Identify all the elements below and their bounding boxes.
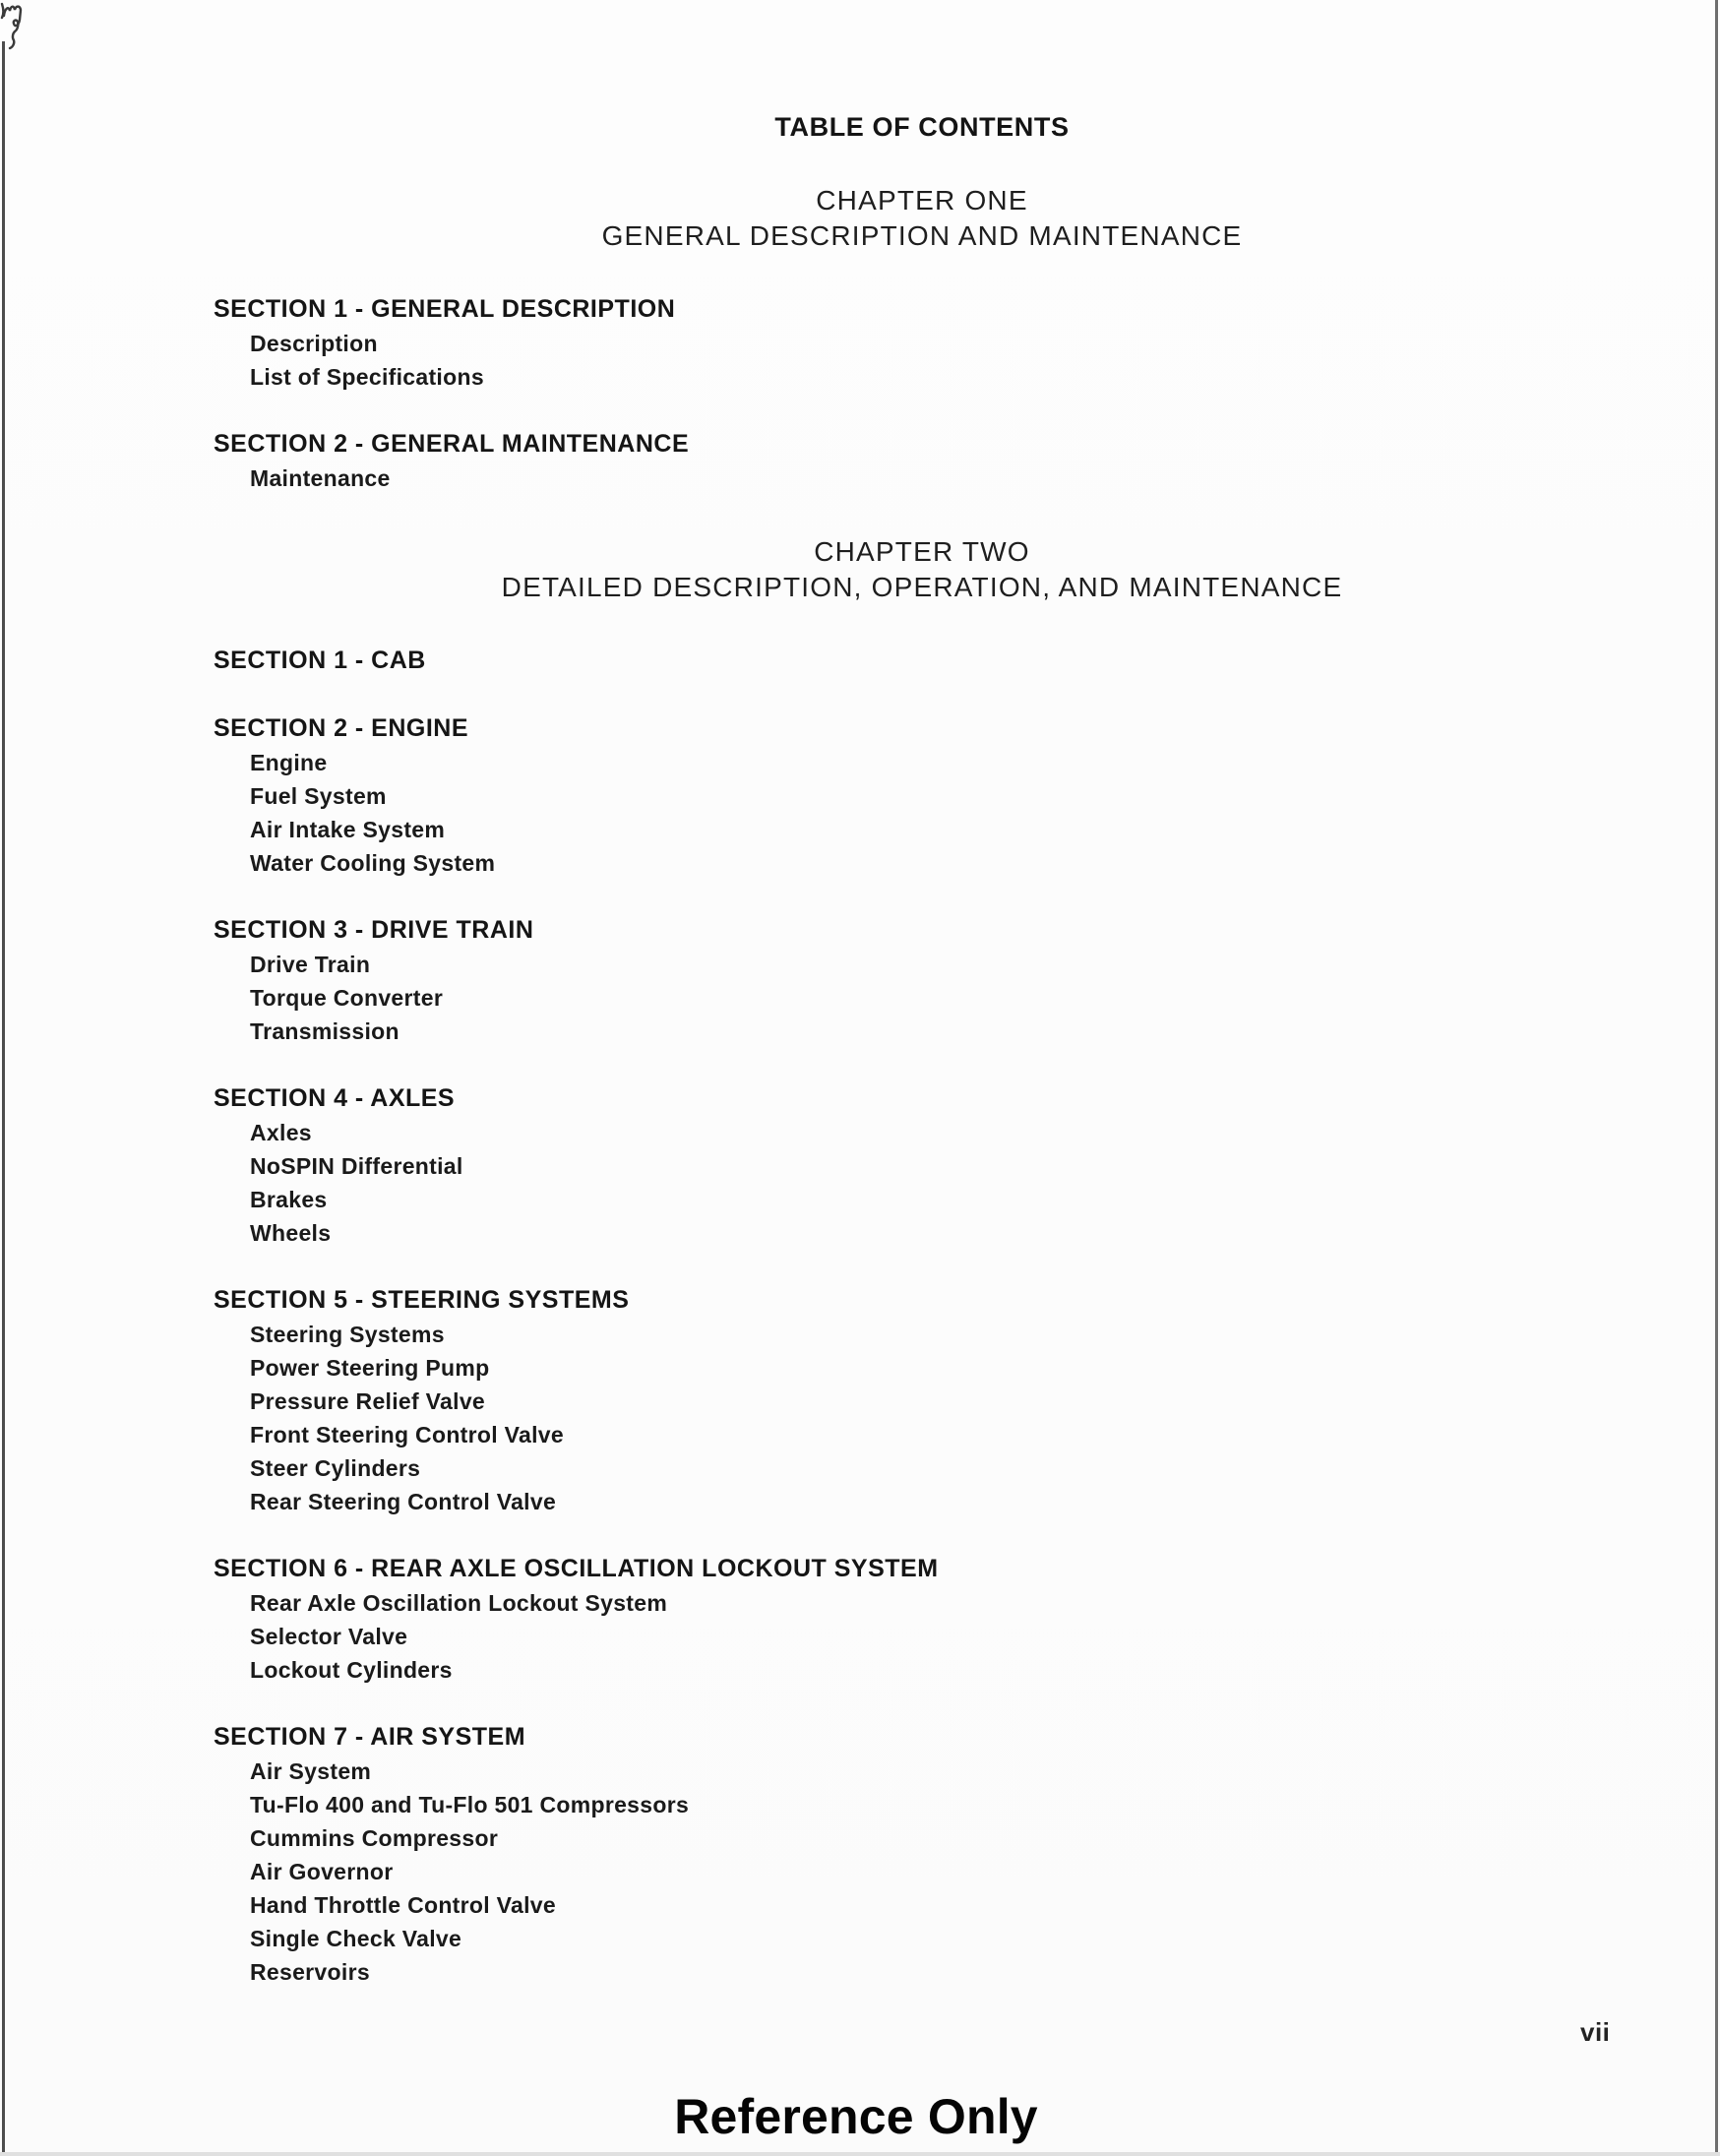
toc-entry: Hand Throttle Control Valve <box>250 1892 556 1918</box>
toc-section <box>214 1081 1630 1250</box>
toc-entry: NoSPIN Differential <box>250 1153 463 1179</box>
toc-entry: Torque Converter <box>250 985 444 1011</box>
chapter-title: CHAPTER TWO <box>814 536 1030 567</box>
toc-section <box>214 1552 1630 1687</box>
toc-entry: List of Specifications <box>250 364 484 390</box>
toc-section-title: SECTION 4 - AXLES <box>214 1084 456 1112</box>
toc-entry: Air System <box>250 1758 372 1784</box>
toc-entry: Engine <box>250 750 328 775</box>
pen-scribble-icon <box>0 0 33 51</box>
toc-entry: Water Cooling System <box>250 850 496 876</box>
reference-only-stamp: Reference Only <box>674 2089 1038 2144</box>
toc-entry: Axles <box>250 1120 312 1145</box>
toc-entry: Power Steering Pump <box>250 1355 490 1381</box>
toc-entry: Single Check Valve <box>250 1926 462 1951</box>
toc-section-title: SECTION 2 - GENERAL MAINTENANCE <box>214 430 690 458</box>
toc-entry: Selector Valve <box>250 1624 408 1649</box>
chapter-heading-2 <box>214 534 1630 605</box>
chapter-title: CHAPTER ONE <box>816 185 1028 216</box>
toc-entry: Steer Cylinders <box>250 1455 421 1481</box>
toc-entry: Steering Systems <box>250 1322 445 1347</box>
toc-section-title: SECTION 2 - ENGINE <box>214 714 469 742</box>
page-title: TABLE OF CONTENTS <box>774 112 1070 142</box>
page-edge-line-right <box>1715 0 1718 2156</box>
toc-section <box>214 1283 1630 1518</box>
toc-entry: Fuel System <box>250 783 387 809</box>
chapters-container <box>214 183 1630 1989</box>
toc-section <box>214 427 1630 495</box>
toc-section <box>214 913 1630 1048</box>
chapter-heading-1 <box>214 183 1630 254</box>
page-number: vii <box>1580 2017 1611 2047</box>
chapter-subtitle: GENERAL DESCRIPTION AND MAINTENANCE <box>601 220 1243 251</box>
page-edge-line-left <box>2 41 5 2156</box>
toc-section-title: SECTION 1 - CAB <box>214 647 426 674</box>
toc-entry: Tu-Flo 400 and Tu-Flo 501 Compressors <box>250 1792 690 1817</box>
toc-section-title: SECTION 7 - AIR SYSTEM <box>214 1723 526 1751</box>
toc-entry: Rear Steering Control Valve <box>250 1489 557 1514</box>
toc-entry: Cummins Compressor <box>250 1825 499 1851</box>
toc-entry: Wheels <box>250 1220 332 1246</box>
toc-entry: Drive Train <box>250 952 371 977</box>
toc-section-title: SECTION 1 - GENERAL DESCRIPTION <box>214 295 676 323</box>
toc-entry: Transmission <box>250 1018 399 1044</box>
toc-entry: Front Steering Control Valve <box>250 1422 564 1448</box>
toc-entry: Air Governor <box>250 1859 394 1884</box>
toc-section <box>214 711 1630 880</box>
toc-entry: Maintenance <box>250 465 391 491</box>
page-edge-strip-bottom <box>0 2152 1720 2156</box>
toc-entry: Rear Axle Oscillation Lockout System <box>250 1590 668 1616</box>
chapter-subtitle: DETAILED DESCRIPTION, OPERATION, AND MAINTENANCE <box>501 572 1343 602</box>
toc-entry: Brakes <box>250 1187 328 1212</box>
toc-entry: Reservoirs <box>250 1959 370 1985</box>
toc-section-title: SECTION 5 - STEERING SYSTEMS <box>214 1286 630 1314</box>
toc-content <box>214 110 1630 1989</box>
toc-entry: Pressure Relief Valve <box>250 1388 486 1414</box>
toc-section <box>214 292 1630 394</box>
toc-entry: Air Intake System <box>250 817 446 842</box>
toc-entry: Description <box>250 331 378 356</box>
toc-section <box>214 1720 1630 1989</box>
toc-section <box>214 644 1630 678</box>
toc-section-title: SECTION 3 - DRIVE TRAIN <box>214 916 534 944</box>
toc-entry: Lockout Cylinders <box>250 1657 453 1683</box>
toc-section-title: SECTION 6 - REAR AXLE OSCILLATION LOCKOUT SYSTEM <box>214 1555 939 1582</box>
